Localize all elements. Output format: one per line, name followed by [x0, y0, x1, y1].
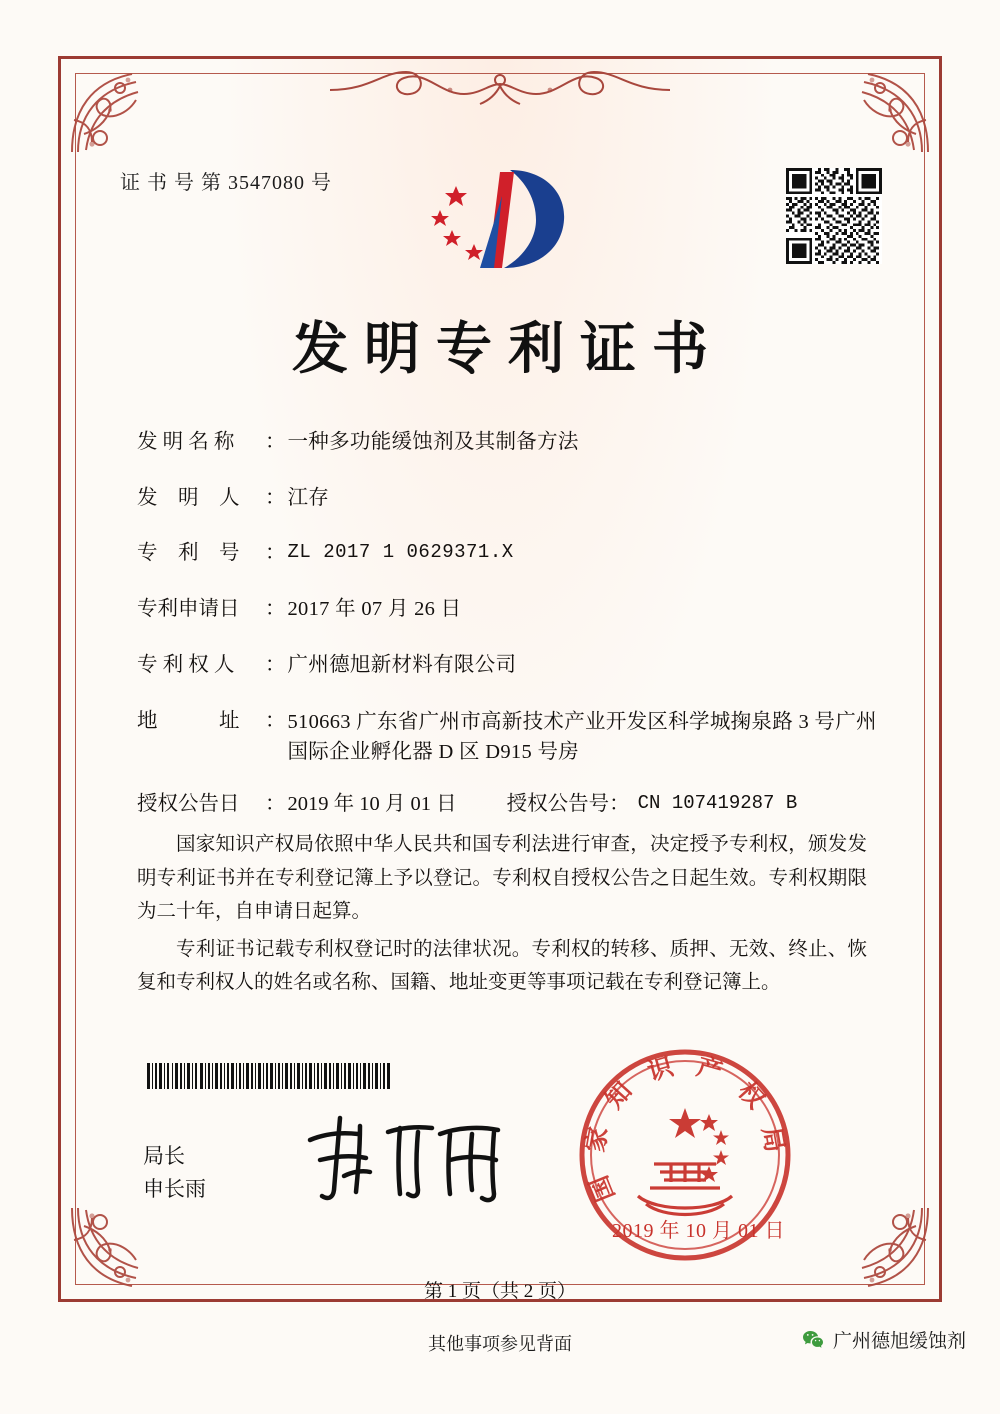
director-title: 局长	[143, 1144, 185, 1168]
barcode	[147, 1063, 391, 1089]
field-list	[137, 428, 877, 844]
field-colon: ：	[265, 542, 286, 565]
top-flourish-ornament-icon	[330, 60, 670, 118]
field-row-address	[137, 707, 877, 769]
announcement-date-value: 2019 年 10 月 01 日	[287, 793, 457, 816]
application-date-value: 2017 年 07 月 26 日	[287, 598, 462, 621]
qr-code-icon	[786, 168, 882, 264]
field-colon: ：	[265, 486, 286, 509]
field-label: 专 利 权 人	[137, 653, 235, 676]
field-colon: ：	[265, 653, 286, 676]
field-label: 地 址	[137, 709, 240, 732]
field-colon: ：	[265, 431, 286, 453]
svg-text:权: 权	[732, 1076, 771, 1115]
wechat-label: 广州德旭缓蚀剂	[832, 1331, 966, 1352]
field-colon: ：	[265, 598, 286, 621]
field-row-announcement	[137, 790, 877, 820]
svg-text:知: 知	[599, 1076, 638, 1115]
announcement-date-label: 授权公告日	[137, 793, 240, 816]
patentee-value: 广州德旭新材料有限公司	[287, 653, 517, 676]
patent-number-value: ZL 2017 1 0629371.X	[287, 541, 514, 564]
corner-ornament-icon	[62, 60, 182, 160]
svg-text:识: 识	[644, 1051, 677, 1087]
field-row-inventor	[137, 484, 877, 514]
page-indicator: 第 1 页（共 2 页）	[423, 1281, 576, 1302]
wechat-account	[801, 1326, 966, 1353]
field-row-patentee	[137, 651, 877, 681]
field-label: 专 利 号	[137, 542, 240, 565]
field-label: 发 明 名 称	[137, 431, 235, 453]
inventor-value: 江存	[287, 486, 330, 509]
field-colon: ：	[265, 709, 286, 732]
legal-body-text	[137, 828, 867, 1004]
wechat-icon	[801, 1328, 825, 1352]
certificate-number: 证 书 号 第 3547080 号	[120, 172, 332, 194]
signature-block	[143, 1140, 206, 1205]
footer-note: 其他事项参见背面	[428, 1334, 572, 1354]
field-label: 专利申请日	[137, 598, 240, 621]
director-name: 申长雨	[143, 1176, 206, 1201]
svg-text:家: 家	[580, 1124, 614, 1155]
corner-ornament-icon	[818, 60, 938, 160]
cnipa-logo-icon	[418, 162, 574, 278]
svg-text:局: 局	[756, 1124, 790, 1155]
field-colon: ：	[265, 793, 286, 816]
field-label: 发 明 人	[137, 486, 240, 509]
handwritten-signature-icon	[300, 1110, 530, 1205]
field-row-application-date	[137, 595, 877, 625]
seal-date: 2019 年 10 月 01 日	[612, 1220, 785, 1242]
page-title: 发明专利证书	[292, 316, 724, 382]
announcement-number-value: CN 107419287 B	[637, 792, 798, 815]
body-paragraph-1: 国家知识产权局依照中华人民共和国专利法进行审查，决定授予专利权，颁发发明专利证书并在专利登记簿上予以登记。专利权自授权公告之日起生效。专利权期限为二十年，自申请日起算。	[137, 834, 867, 923]
address-value: 510663 广东省广州市高新技术产业开发区科学城掬泉路 3 号广州国际企业孵化器 D 区 D915 号房	[287, 710, 877, 764]
body-paragraph-2: 专利证书记载专利权登记时的法律状况。专利权的转移、质押、无效、终止、恢复和专利权人的姓名或名称、国籍、地址变更等事项记载在专利登记簿上。	[137, 938, 867, 994]
invention-title-value: 一种多功能缓蚀剂及其制备方法	[287, 431, 579, 453]
field-row-patent-number	[137, 539, 877, 569]
announcement-number-label: 授权公告号	[506, 793, 610, 816]
field-colon: ：	[609, 793, 630, 816]
svg-text:产: 产	[693, 1051, 726, 1087]
field-row-invention-title	[137, 428, 877, 458]
svg-text:国: 国	[583, 1171, 621, 1206]
